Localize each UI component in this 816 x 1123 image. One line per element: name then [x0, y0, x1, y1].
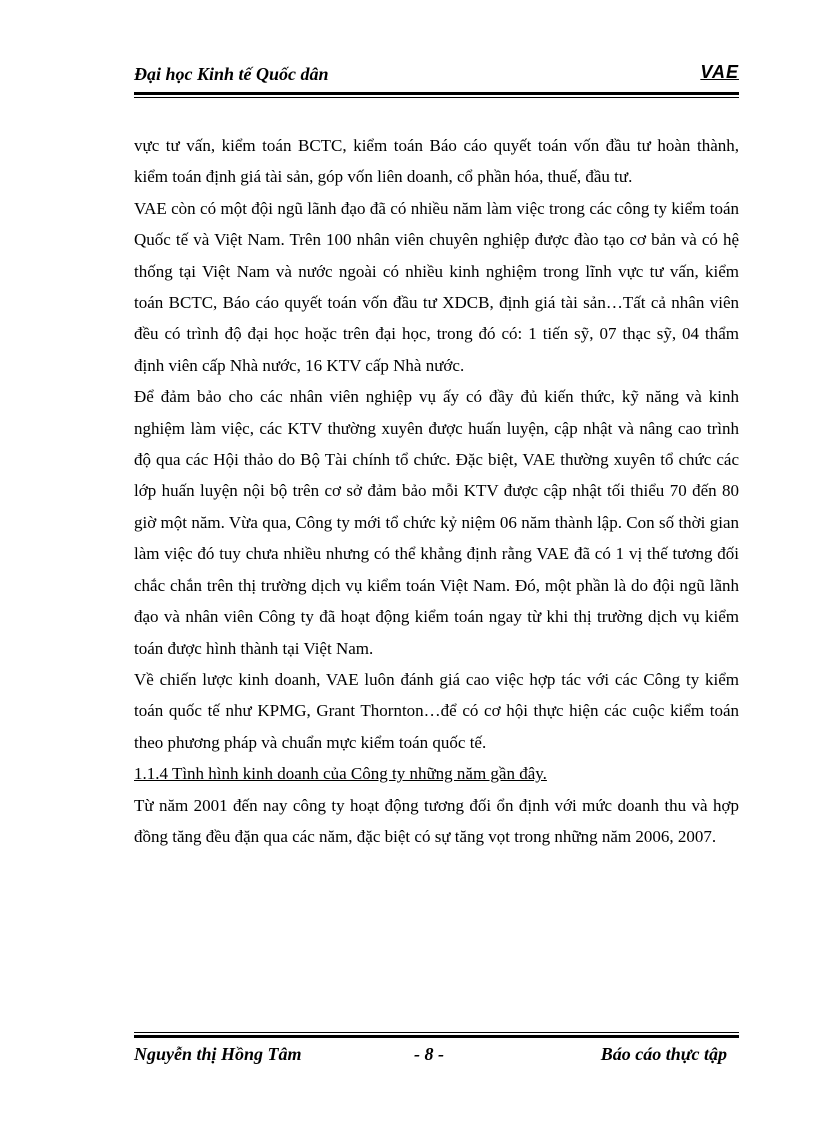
- vae-logo: VAE: [700, 62, 739, 82]
- paragraph: Để đảm bảo cho các nhân viên nghiệp vụ ấy có đầy đủ kiến thức, kỹ năng và kinh nghiệm làm việc, các KTV thường xuyên được huấn luyện, cập nhật và nâng cao trình độ qua các Hội thảo do Bộ Tài chính tổ chức. Đặc biệt, VAE thường xuyên tổ chức các lớp huấn luyện nội bộ trên cơ sở đảm bảo mỗi KTV được cập nhật tối thiểu 70 đến 80 giờ một năm. Vừa qua, Công ty mới tổ chức kỷ niệm 06 năm thành lập. Con số thời gian làm việc đó tuy chưa nhiều nhưng có thể khẳng định rằng VAE đã có 1 vị thế tương đối chắc chắn trên thị trường dịch vụ kiểm toán Việt Nam. Đó, một phần là do đội ngũ lãnh đạo và nhân viên Công ty đã hoạt động kiểm toán ngay từ khi thị trường dịch vụ kiểm toán được hình thành tại Việt Nam.: [134, 387, 739, 658]
- page-footer: [134, 1044, 739, 1074]
- header-divider-thin: [134, 97, 739, 98]
- footer-author: Nguyễn thị Hồng Tâm: [134, 1044, 302, 1064]
- footer-divider-thin: [134, 1032, 739, 1033]
- paragraph: vực tư vấn, kiểm toán BCTC, kiểm toán Báo cáo quyết toán vốn đầu tư hoàn thành, kiểm toán định giá tài sản, góp vốn liên doanh, cổ phần hóa, thuế, đầu tư.: [134, 136, 739, 187]
- header-divider: [134, 92, 739, 95]
- page-header: [134, 60, 739, 90]
- footer-doc-type: Báo cáo thực tập: [600, 1044, 727, 1064]
- page-number: - 8 -: [414, 1044, 444, 1064]
- section-heading: 1.1.4 Tình hình kinh doanh của Công ty những năm gần đây.: [134, 764, 547, 784]
- footer-divider: [134, 1035, 739, 1038]
- paragraph: VAE còn có một đội ngũ lãnh đạo đã có nhiều năm làm việc trong các công ty kiểm toán Quốc tế và Việt Nam. Trên 100 nhân viên chuyên nghiệp được đào tạo cơ bản và có hệ thống tại Việt Nam và nước ngoài có nhiều kinh nghiệm trong lĩnh vực tư vấn, kiểm toán BCTC, Báo cáo quyết toán vốn đầu tư XDCB, định giá tài sản…Tất cả nhân viên đều có trình độ đại học hoặc trên đại học, trong đó có: 1 tiến sỹ, 07 thạc sỹ, 04 thẩm định viên cấp Nhà nước, 16 KTV cấp Nhà nước.: [134, 198, 739, 375]
- page-body: [134, 130, 739, 852]
- header-title: Đại học Kinh tế Quốc dân: [134, 64, 329, 84]
- paragraph: Từ năm 2001 đến nay công ty hoạt động tương đối ổn định với mức doanh thu và hợp đồng tăng đều đặn qua các năm, đặc biệt có sự tăng vọt trong những năm 2006, 2007.: [134, 795, 739, 846]
- paragraph: Về chiến lược kinh doanh, VAE luôn đánh giá cao việc hợp tác với các Công ty kiểm toán quốc tế như KPMG, Grant Thornton…để có cơ hội thực hiện các cuộc kiểm toán theo phương pháp và chuẩn mực kiểm toán quốc tế.: [134, 669, 739, 752]
